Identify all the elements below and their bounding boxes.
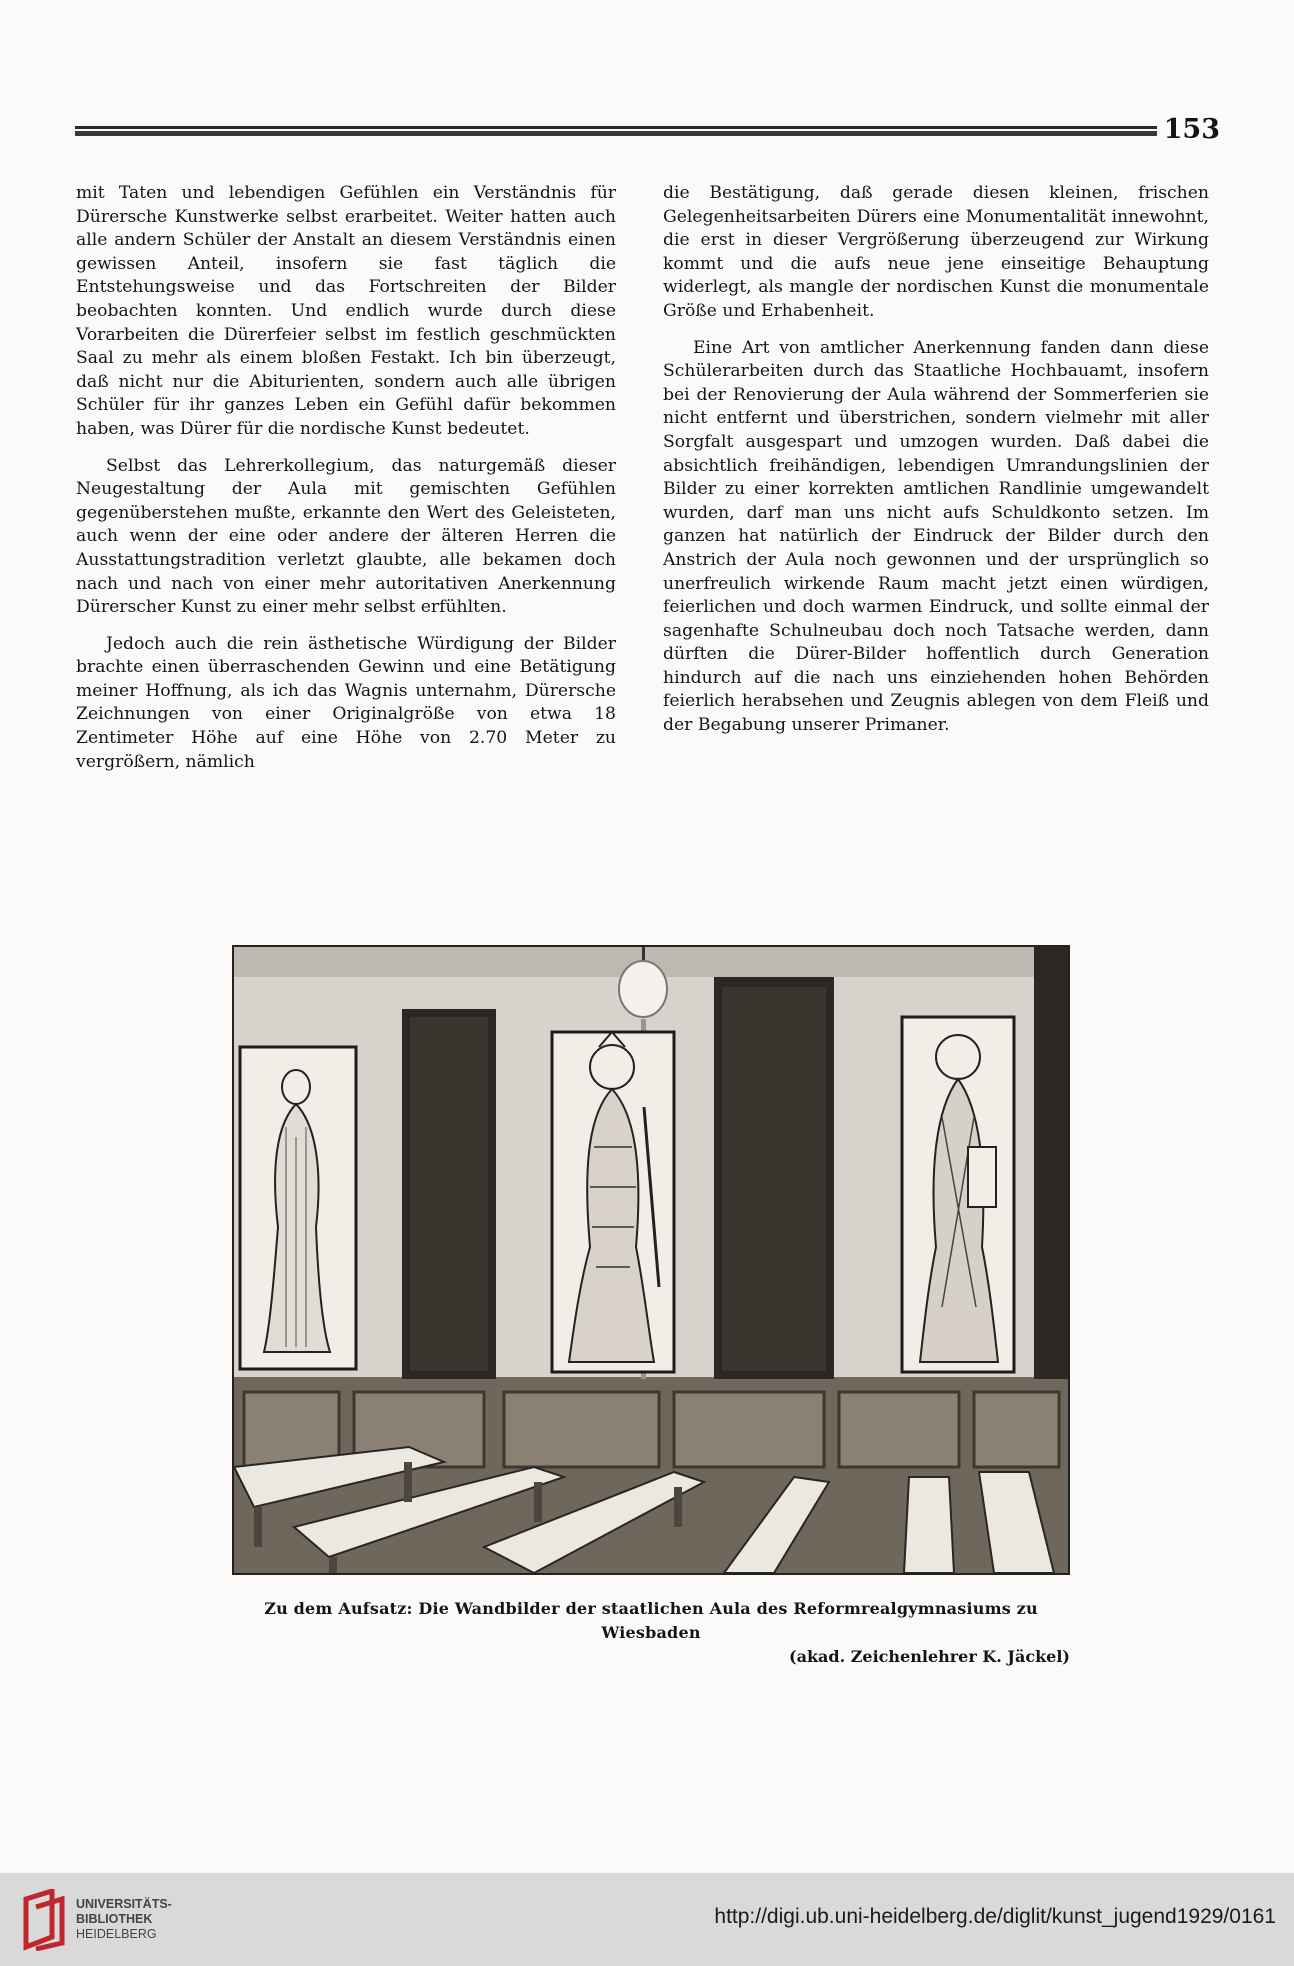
paragraph: Eine Art von amtlicher Anerkennung fanden dann diese Schülerarbeiten durch das Staatliche Hochbauamt, insofern bei der Renovierung der Aula während der Sommerferien sie nicht entfernt und überstrichen, sondern vielmehr mit aller Sorgfalt ausgespart und umzogen wurden. Daß dabei die absichtlich freihändigen, lebendigen Umrandungslinien der Bilder zu einer korrekten amtlichen Randlinie umgewandelt wurden, darf man uns nicht aufs Schuldkonto setzen. Im ganzen hat natürlich der Eindruck der Bilder durch den Anstrich der Aula noch gewonnen und der ursprünglich so unerfreulich wirkende Raum macht jetzt einen würdigen, feierlichen und doch warmen Eindruck, und sollte einmal der sagenhafte Schulneubau doch noch Tatsache werden, dann dürften die Dürer-Bilder hoffentlich durch Generation hindurch auf die nach uns einziehenden hohen Behörden feierlich herabsehen und Zeugnis ablegen von dem Fleiß und der Begabung unserer Primaner. xyxy=(663,337,1209,736)
library-name-line: UNIVERSITÄTS- xyxy=(76,1897,172,1911)
heidelberg-library-logo-icon xyxy=(22,1889,70,1951)
paragraph: Jedoch auch die rein ästhetische Würdigung der Bilder brachte einen überraschenden Gewinn und eine Betätigung meiner Hoffnung, als ich das Wagnis unternahm, Dürersche Zeichnungen von einer Originalgröße von etwa 18 Zentimeter Höhe auf eine Höhe von 2.70 Meter zu vergrößern, nämlich xyxy=(76,633,616,772)
paragraph: mit Taten und lebendigen Gefühlen ein Verständnis für Dürersche Kunstwerke selbst erarbeitet. Weiter hatten auch alle andern Schüler der Anstalt an diesem Verständnis einen gewissen Anteil, insofern sie fast täglich die Entstehungsweise und das Fortschreiten der Bilder beobachten konnten. Und endlich wurde durch diese Vorarbeiten die Dürerfeier selbst im festlich geschmückten Saal zu mehr als einem bloßen Festakt. Ich bin überzeugt, daß nicht nur die Abiturienten, sondern auch alle übrigen Schüler für ihr ganzes Leben ein Gefühl dafür bekommen haben, was Dürer für die nordische Kunst bedeutet. xyxy=(76,183,616,439)
right-text-column xyxy=(663,182,1209,751)
paragraph: Selbst das Lehrerkollegium, das naturgemäß dieser Neugestaltung der Aula mit gemischten Gefühlen gegenüberstehen mußte, erkannte den Wert des Geleisteten, auch wenn der eine oder andere der älteren Herren die Ausstattungstradition verletzt glaubte, alle bekamen doch nach und nach von einer mehr autoritativen Anerkennung Dürerscher Kunst zu einer mehr selbst erfühlten. xyxy=(76,455,616,618)
library-name-line: HEIDELBERG xyxy=(76,1927,157,1941)
library-name-line: BIBLIOTHEK xyxy=(76,1912,153,1926)
paragraph: die Bestätigung, daß gerade diesen kleinen, frischen Gelegenheitsarbeiten Dürers eine Monumentalität innewohnt, die erst in dieser Vergrößerung überzeugend zur Wirkung kommt und die aufs neue jene einseitige Behauptung widerlegt, als mangle der nordischen Kunst die monumentale Größe und Erhabenheit. xyxy=(663,183,1209,321)
left-text-column xyxy=(76,182,616,787)
footer-bar xyxy=(0,1873,1294,1966)
figure-caption xyxy=(232,1597,1070,1669)
header-rule xyxy=(75,126,1157,136)
caption-title: Zu dem Aufsatz: Die Wandbilder der staatlichen Aula des Reformrealgymnasiums zu Wiesbaden xyxy=(264,1599,1038,1642)
caption-credit: (akad. Zeichenlehrer K. Jäckel) xyxy=(789,1647,1070,1666)
aula-photograph xyxy=(232,945,1070,1575)
photo-illustration xyxy=(234,947,1068,1573)
page-number: 153 xyxy=(1163,114,1220,145)
source-url-link[interactable]: http://digi.ub.uni-heidelberg.de/diglit/kunst_jugend1929/0161 xyxy=(714,1905,1276,1928)
library-name xyxy=(76,1897,236,1942)
